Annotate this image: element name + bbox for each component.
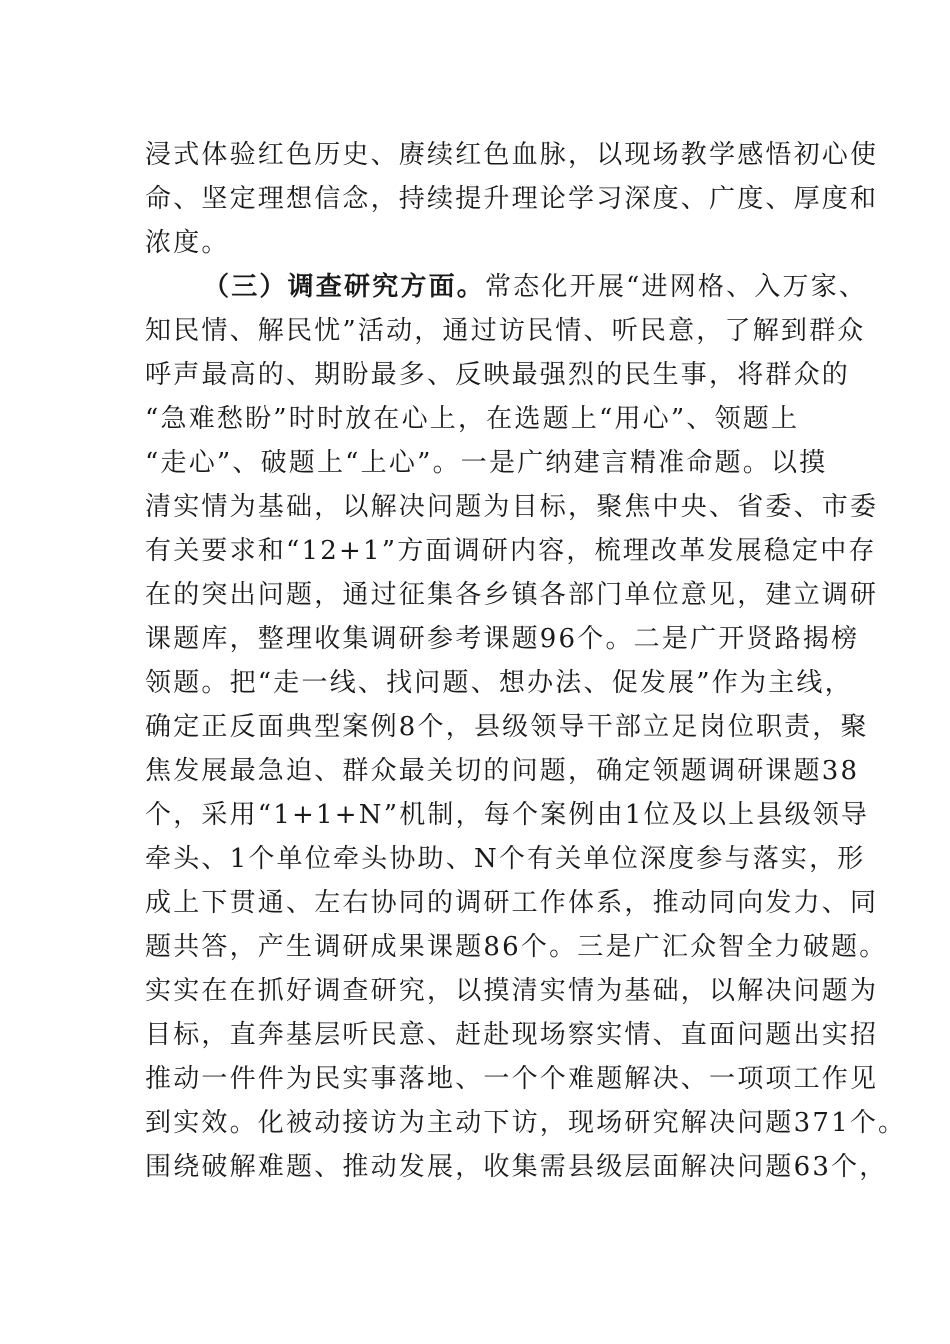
section-first-line [203,265,867,309]
paragraph-line: 个，采用“1+1+N”机制，每个案例由1位及以上县级领导 [145,800,870,830]
paragraph-line: 到实效。化被动接访为主动下访，现场研究解决问题371个。 [145,1108,907,1138]
paragraph-line: “急难愁盼”时时放在心上，在选题上“用心”、领题上 [145,404,800,434]
paragraph-line: 在的突出问题，通过征集各乡镇各部门单位意见，建立调研 [145,580,879,610]
paragraph-line: 浓度。 [145,228,230,258]
paragraph-line: 焦发展最急迫、群众最关切的问题，确定领题调研课题38 [145,756,860,786]
paragraph-line: 知民情、解民忧”活动，通过访民情、听民意，了解到群众 [145,316,866,346]
paragraph-line: 呼声最高的、期盼最多、反映最强烈的民生事，将群众的 [145,360,851,390]
paragraph-line: 清实情为基础，以解决问题为目标，聚焦中央、省委、市委 [145,492,879,522]
paragraph-line: 牵头、1个单位牵头协助、N个有关单位深度参与落实，形 [145,844,866,874]
paragraph-line: 浸式体验红色历史、赓续红色血脉，以现场教学感悟初心使 [145,140,879,170]
paragraph-line: “走心”、破题上“上心”。一是广纳建言精准命题。以摸 [145,448,828,478]
paragraph-line: 有关要求和“12+1”方面调研内容，梳理改革发展稳定中存 [145,536,877,566]
paragraph-line: 命、坚定理想信念，持续提升理论学习深度、广度、厚度和 [145,184,879,214]
paragraph-line: 实实在在抓好调查研究，以摸清实情为基础，以解决问题为 [145,976,879,1006]
paragraph-line: 题共答，产生调研成果课题86个。三是广汇众智全力破题。 [145,932,888,962]
paragraph-line: 围绕破解难题、推动发展，收集需县级层面解决问题63个， [145,1152,888,1182]
paragraph-line: 推动一件件为民实事落地、一个个难题解决、一项项工作见 [145,1064,879,1094]
paragraph-line: 领题。把“走一线、找问题、想办法、促发展”作为主线， [145,668,853,698]
paragraph-line: 课题库，整理收集调研参考课题96个。二是广开贤路揭榜 [145,624,860,654]
paragraph-text: 常态化开展“进网格、入万家、 [485,272,868,302]
paragraph-line: 目标，直奔基层听民意、赶赴现场察实情、直面问题出实招 [145,1020,879,1050]
section-heading: （三）调查研究方面。 [203,272,486,302]
paragraph-line: 成上下贯通、左右协同的调研工作体系，推动同向发力、同 [145,888,879,918]
paragraph-line: 确定正反面典型案例8个，县级领导干部立足岗位职责，聚 [145,712,869,742]
